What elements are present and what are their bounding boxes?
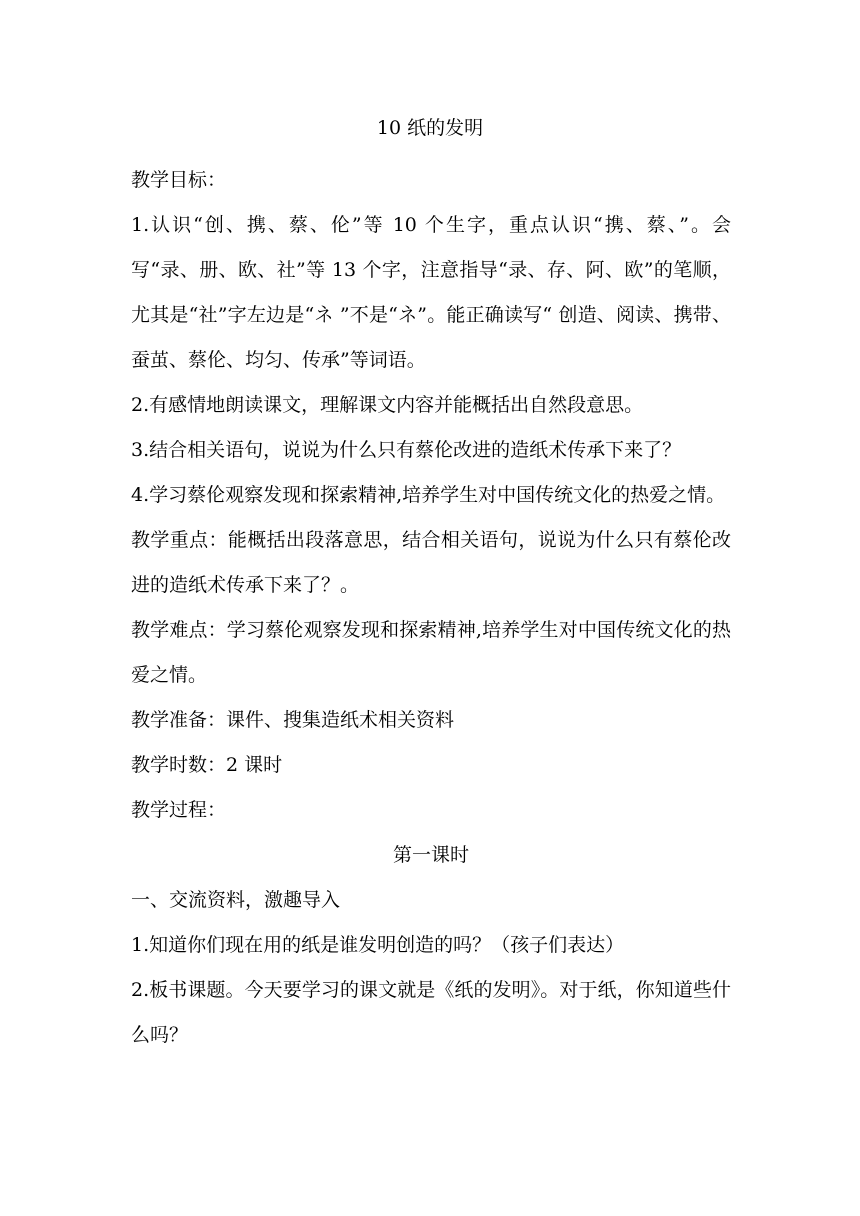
section-heading-process: 教学过程：	[131, 799, 227, 821]
objective-3: 3.结合相关语句，说说为什么只有蔡伦改进的造纸术传承下来了？	[131, 439, 682, 461]
objective-1: 1.认识“创、携、蔡、伦”等 10 个生字，重点认识“携、蔡、”。会写“录、册、欧、社”等 13 个字，注意指导“录、存、阿、欧”的笔顺，尤其是“社”字左边是“ネ ”不是“ネ”。能正确读写“ 创造、阅读、携带、蚕茧、蔡伦、均匀、传承”等词语。	[131, 214, 731, 371]
step-heading-1: 一、交流资料，激趣导入	[131, 889, 341, 911]
document-body	[131, 158, 731, 1058]
objective-2: 2.有感情地朗读课文，理解课文内容并能概括出自然段意思。	[131, 394, 644, 416]
objective-4: 4.学习蔡伦观察发现和探索精神,培养学生对中国传统文化的热爱之情。	[131, 484, 726, 506]
document-title: 10 纸的发明	[376, 117, 484, 139]
teaching-difficulty: 教学难点：学习蔡伦观察发现和探索精神,培养学生对中国传统文化的热爱之情。	[131, 619, 731, 686]
lesson-heading: 第一课时	[392, 844, 469, 866]
step-item-1: 1.知道你们现在用的纸是谁发明创造的吗？（孩子们表达）	[131, 934, 625, 956]
step-item-2: 2.板书课题。今天要学习的课文就是《纸的发明》。对于纸，你知道些什么吗？	[131, 979, 731, 1046]
teaching-focus: 教学重点：能概括出段落意思，结合相关语句，说说为什么只有蔡伦改进的造纸术传承下来了？。	[131, 529, 731, 596]
teaching-preparation: 教学准备：课件、搜集造纸术相关资料	[131, 709, 455, 731]
teaching-hours: 教学时数：2 课时	[131, 754, 283, 776]
section-heading-objectives: 教学目标：	[131, 169, 227, 191]
